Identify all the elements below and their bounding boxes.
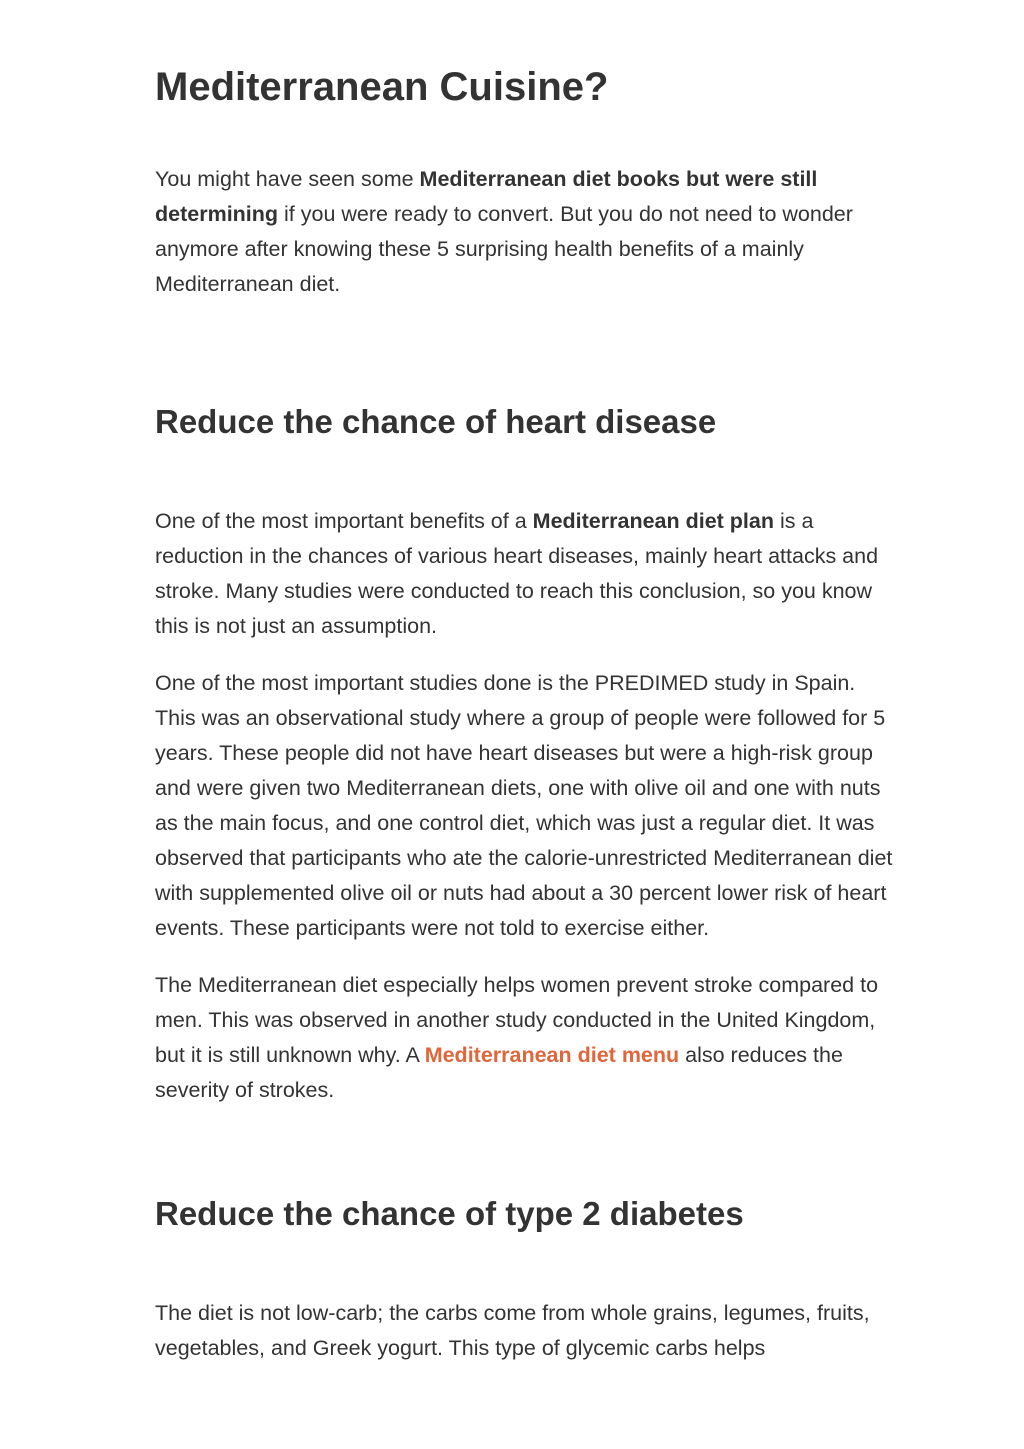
heart-p1-text-1: One of the most important benefits of a: [155, 509, 533, 533]
heart-paragraph-2: One of the most important studies done is the PREDIMED study in Spain. This was an observational study where a group of people were followed for 5 years. These people did not have heart diseases but were a high-risk group and were given two Mediterranean diets, one with olive oil and one with nuts as the main focus, and one control diet, which was just a regular diet. It was observed that participants who ate the calorie-unrestricted Mediterranean diet with supplemented olive oil or nuts had about a 30 percent lower risk of heart events. These participants were not told to exercise either.: [155, 671, 893, 940]
intro-paragraph: [155, 162, 900, 302]
heading-heart-disease: Reduce the chance of heart disease: [155, 403, 717, 440]
heart-paragraph-1: [155, 504, 900, 644]
mediterranean-diet-menu-link[interactable]: Mediterranean diet menu: [424, 1043, 680, 1067]
heart-p3-text-1: The Mediterranean diet especially helps women prevent stroke compared to men. This was observed in another study conducted in the United Kingdom, but it is still unknown why. A: [155, 973, 879, 1067]
page-title: Mediterranean Cuisine?: [155, 65, 609, 109]
diabetes-paragraph-1: The diet is not low-carb; the carbs come from whole grains, legumes, fruits, vegetables, and Greek yogurt. This type of glycemic carbs helps: [155, 1301, 870, 1360]
intro-bold-text: Mediterranean diet books but were still determining: [155, 167, 818, 226]
heart-paragraph-3: [155, 968, 900, 1108]
heart-p1-bold-text: Mediterranean diet plan: [532, 509, 774, 533]
intro-text-1: You might have seen some: [155, 167, 420, 191]
heart-p3-text-2: also reduces the severity of strokes.: [155, 1043, 843, 1102]
heart-p1-text-2: is a reduction in the chances of various heart diseases, mainly heart attacks and stroke. Many studies were conducted to reach this conclusion, so you know this is not just an assumption.: [155, 509, 879, 638]
intro-text-2: if you were ready to convert. But you do not need to wonder anymore after knowing these 5 surprising health benefits of a mainly Mediterranean diet.: [155, 202, 853, 296]
heading-type-2-diabetes: Reduce the chance of type 2 diabetes: [155, 1195, 744, 1232]
